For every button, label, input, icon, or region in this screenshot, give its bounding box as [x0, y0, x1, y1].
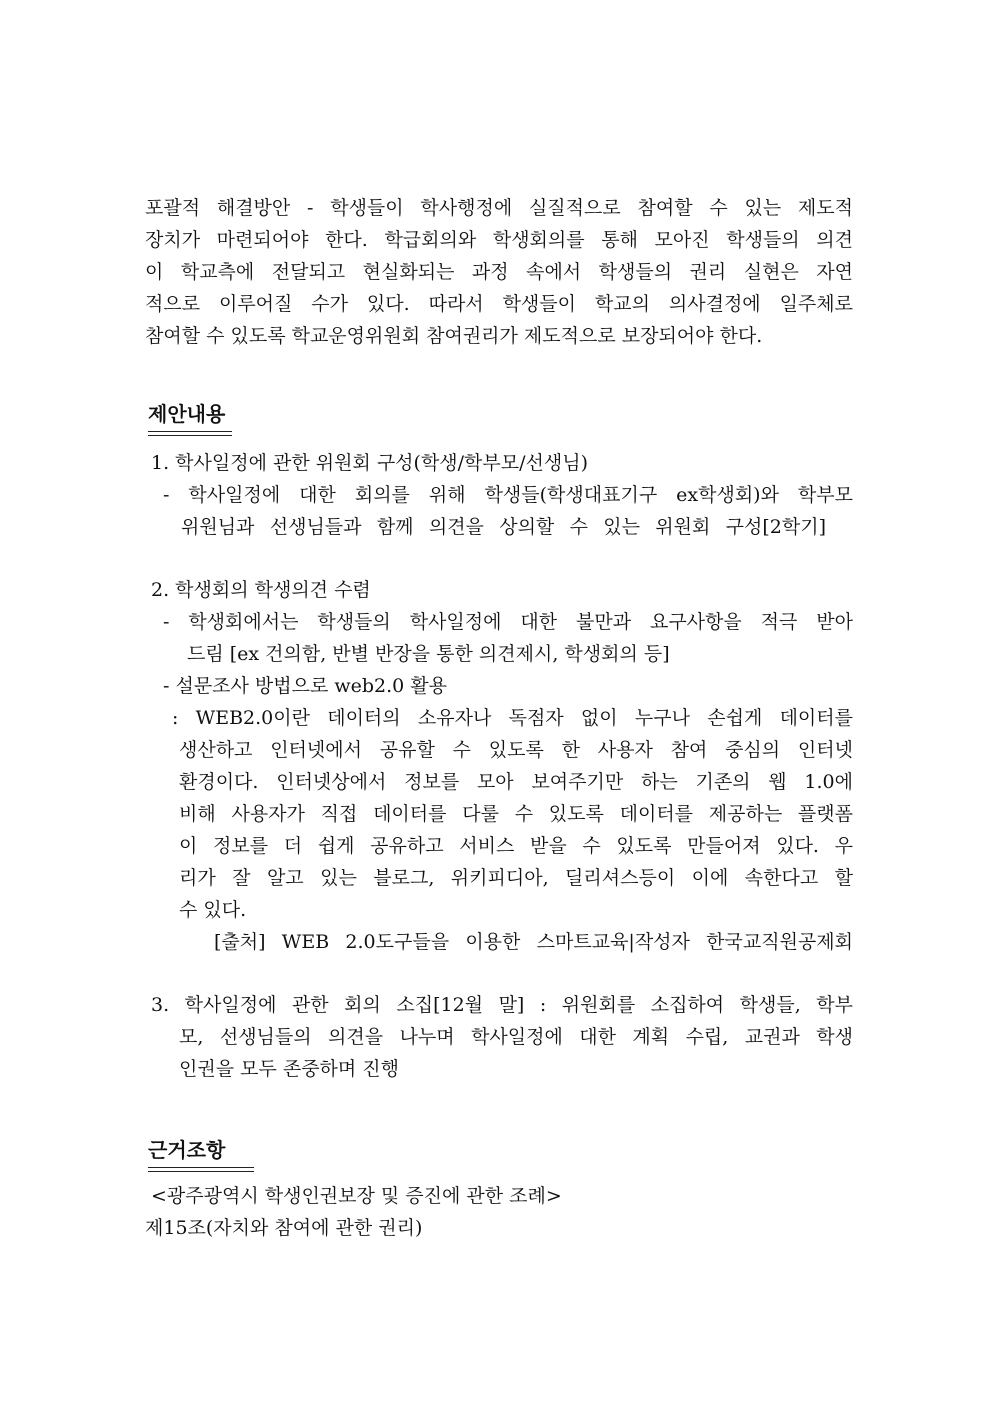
heading-underline: [148, 1167, 254, 1172]
text-line: 수 있다.: [179, 899, 247, 921]
text-line: 3. 학사일정에 관한 회의 소집[12월 말] : 위원회를 소집하여 학생들, 학부: [151, 994, 853, 1016]
text-line: 참여할 수 있도록 학교운영위원회 참여권리가 제도적으로 보장되어야 한다.: [145, 325, 763, 347]
text-line: - 학사일정에 대한 회의를 위해 학생들(학생대표기구 ex학생회)와 학부모: [163, 484, 853, 506]
text-line: 환경이다. 인터넷상에서 정보를 모아 보여주기만 하는 기존의 웹 1.0에: [179, 771, 853, 793]
item-title: 1. 학사일정에 관한 위원회 구성(학생/학부모/선생님): [151, 452, 588, 474]
text-line: : WEB2.0이란 데이터의 소유자나 독점자 없이 누구나 손쉽게 데이터를: [172, 707, 853, 729]
law-title: <광주광역시 학생인권보장 및 증진에 관한 조례>: [151, 1185, 562, 1207]
text-line: 인권을 모두 존중하며 진행: [179, 1058, 400, 1080]
text-line: 생산하고 인터넷에서 공유할 수 있도록 한 사용자 참여 중심의 인터넷: [179, 739, 853, 761]
text-line: 드림 [ex 건의함, 반별 반장을 통한 의견제시, 학생회의 등]: [187, 643, 670, 665]
item-title: 2. 학생회의 학생의견 수렴: [151, 579, 371, 601]
law-article: 제15조(자치와 참여에 관한 권리): [145, 1217, 423, 1239]
text-line: 비해 사용자가 직접 데이터를 다룰 수 있도록 데이터를 제공하는 플랫폼: [179, 803, 853, 825]
heading-underline: [148, 431, 232, 436]
source-citation: [출처] WEB 2.0도구들을 이용한 스마트교육|작성자 한국교직원공제회: [214, 931, 853, 953]
text-line: 포괄적 해결방안 - 학생들이 학사행정에 실질적으로 참여할 수 있는 제도적: [145, 197, 853, 219]
text-line: 이 학교측에 전달되고 현실화되는 과정 속에서 학생들의 권리 실현은 자연: [145, 261, 853, 283]
text-line: - 설문조사 방법으로 web2.0 활용: [163, 675, 448, 697]
text-line: 모, 선생님들의 의견을 나누며 학사일정에 대한 계획 수립, 교권과 학생: [179, 1026, 853, 1048]
text-line: 리가 잘 알고 있는 블로그, 위키피디아, 딜리셔스등이 이에 속한다고 할: [179, 867, 853, 889]
text-line: 적으로 이루어질 수가 있다. 따라서 학생들이 학교의 의사결정에 일주체로: [145, 293, 853, 315]
text-line: - 학생회에서는 학생들의 학사일정에 대한 불만과 요구사항을 적극 받아: [163, 611, 853, 633]
text-line: 위원님과 선생님들과 함께 의견을 상의할 수 있는 위원회 구성[2학기]: [181, 516, 826, 538]
section-heading-proposal: 제안내용: [148, 402, 226, 426]
section-heading-basis: 근거조항: [148, 1138, 226, 1162]
text-line: 이 정보를 더 쉽게 공유하고 서비스 받을 수 있도록 만들어져 있다. 우: [179, 835, 853, 857]
text-line: 장치가 마련되어야 한다. 학급회의와 학생회의를 통해 모아진 학생들의 의견: [145, 229, 853, 251]
